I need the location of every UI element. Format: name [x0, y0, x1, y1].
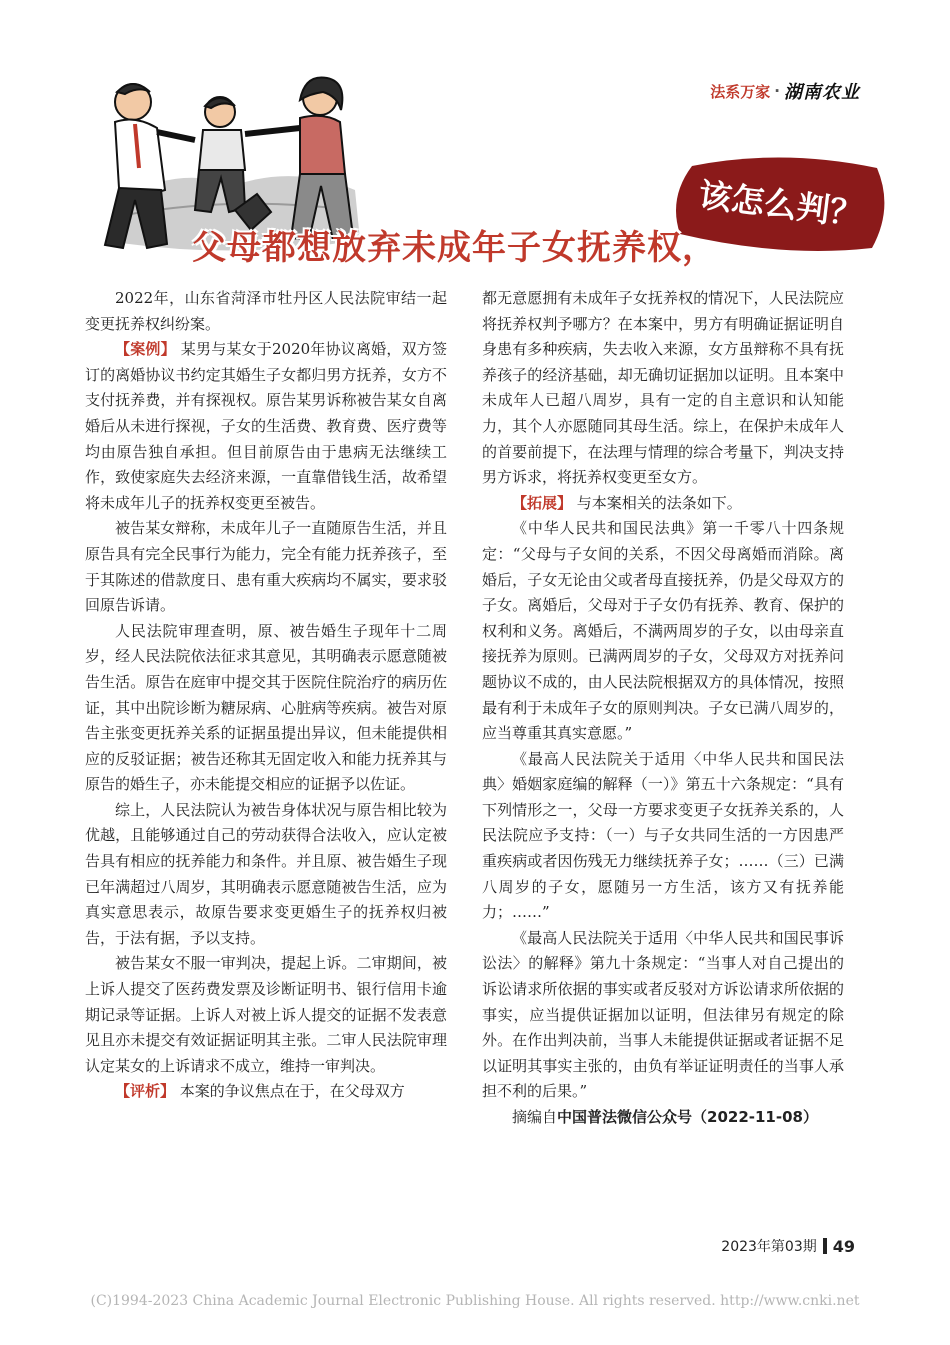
analysis-paragraph [85, 1079, 447, 1105]
subtitle-text: 该怎么判？ [696, 174, 866, 234]
journal-logo: 湖南农业 [784, 82, 860, 103]
case-text: 某男与某女于2020年协议离婚，双方签订的离婚协议书约定其婚生子女都归男方抚养，女方不支付抚养费，并有探视权。原告某男诉称被告某女自离婚后从未进行探视，子女的生活费、教育费、医疗费等均由原告独自承担。但目前原告由于患病无法继续工作，致使家庭失去经济来源，一直靠借钱生活，故希望将未成年儿子的抚养权变更至被告。 [85, 340, 447, 512]
extension-text: 与本案相关的法条如下。 [576, 493, 742, 512]
analysis-text: 本案的争议焦点在于，在父母双方 [179, 1082, 405, 1101]
source-prefix: 摘编自 [512, 1108, 558, 1126]
procedure-interpretation-paragraph: 《最高人民法院关于适用〈中华人民共和国民事诉讼法〉的解释》第九十条规定：“当事人对自己提出的诉讼请求所依据的事实或者反驳对方诉讼请求所依据的事实，应当提供证据加以证明，但法律另有规定的除外。在作出判决前，当事人未能提供证据或者证据不足以证明其事实主张的，由负有举证证明责任的当事人承担不利的后果。” [482, 928, 844, 1101]
case-tag: 【案例】 [115, 340, 176, 359]
issue-label: 2023年第03期 [721, 1239, 817, 1255]
journal-header [710, 78, 860, 104]
extension-paragraph [482, 491, 844, 517]
civil-code-paragraph: 《中华人民共和国民法典》第一千零八十四条规定：“父母与子女间的关系，不因父母离婚而消除。离婚后，子女无论由父或者母直接抚养，仍是父母双方的子女。离婚后，父母对于子女仍有抚养、教育、保护的权利和义务。离婚后，不满两周岁的子女，以由母亲直接抚养为原则。已满两周岁的子女，父母双方对抚养问题协议不成的，由人民法院根据双方的具体情况，按照最有利于未成年子女的原则判决。子女已满八周岁的，应当尊重其真实意愿。” [482, 519, 844, 743]
extension-tag: 【拓展】 [512, 493, 573, 512]
left-column [85, 286, 447, 1105]
child-figure [195, 97, 271, 230]
section-name: 法系万家 [710, 82, 771, 101]
marriage-interpretation-paragraph: 《最高人民法院关于适用〈中华人民共和国民法典〉婚姻家庭编的解释（一）》第五十六条规定：“具有下列情形之一，父母一方要求变更子女抚养关系的，人民法院应予支持：（一）与子女共同生活的一方因患严重疾病或者因伤残无力继续抚养子女；……（三）已满八周岁的子女，愿随另一方生活，该方又有抚养能力；……” [482, 749, 844, 922]
intro-paragraph: 2022年，山东省菏泽市牡丹区人民法院审结一起变更抚养权纠纷案。 [85, 289, 447, 333]
source-name: 中国普法微信公众号（2022-11-08） [557, 1108, 818, 1126]
source-line [482, 1105, 844, 1131]
analysis-tag: 【评析】 [115, 1082, 176, 1101]
page-divider [823, 1238, 827, 1254]
right-column [482, 286, 844, 1131]
article-title: 父母都想放弃未成年子女抚养权， [192, 228, 717, 268]
header-separator: · [774, 82, 780, 100]
page-number: 49 [832, 1236, 855, 1256]
page-info [721, 1236, 855, 1256]
court-conclusion-paragraph: 综上，人民法院认为被告身体状况与原告相比较为优越，且能够通过自己的劳动获得合法收入，应认定被告具有相应的抚养能力和条件。并且原、被告婚生子现已年满超过八周岁，其明确表示愿意随被告生活，应为真实意思表示，故原告要求变更婚生子的抚养权归被告，于法有据，予以支持。 [85, 800, 447, 947]
appeal-paragraph: 被告某女不服一审判决，提起上诉。二审期间，被上诉人提交了医药费发票及诊断证明书、银行信用卡逾期记录等证据。上诉人对被上诉人提交的证据不发表意见且亦未提交有效证据证明其主张。二审人民法院审理认定某女的上诉请求不成立，维持一审判决。 [85, 954, 447, 1075]
copyright-notice: (C)1994-2023 China Academic Journal Electronic Publishing House. All rights reserved. http://www.cnki.net [90, 1293, 860, 1309]
court-findings-paragraph: 人民法院审理查明，原、被告婚生子现年十二周岁，经人民法院依法征求其意见，其明确表示愿意随被告生活。原告在庭审中提交其于医院住院治疗的病历佐证，其中出院诊断为糖尿病、心脏病等疾病。被告对原告主张变更抚养关系的证据虽提出异议，但未能提供相应的反驳证据；被告还称其无固定收入和能力抚养其与原告的婚生子，亦未能提交相应的证据予以佐证。 [85, 621, 447, 794]
analysis-continued-paragraph: 都无意愿拥有未成年子女抚养权的情况下，人民法院应将抚养权判予哪方？在本案中，男方有明确证据证明自身患有多种疾病，失去收入来源，女方虽辩称不具有抚养孩子的经济基础，却无确切证据加以证明。且本案中未成年人已超八周岁，具有一定的自主意识和认知能力，其个人亦愿随同其母生活。综上，在保护未成年人的首要前提下，在法理与情理的综合考量下，判决支持男方诉求，将抚养权变更至女方。 [482, 289, 844, 487]
case-paragraph [85, 337, 447, 516]
defendant-paragraph: 被告某女辩称，未成年儿子一直随原告生活，并且原告具有完全民事行为能力，完全有能力抚养孩子，至于其陈述的借款度日、患有重大疾病均不属实，要求驳回原告诉请。 [85, 519, 447, 615]
